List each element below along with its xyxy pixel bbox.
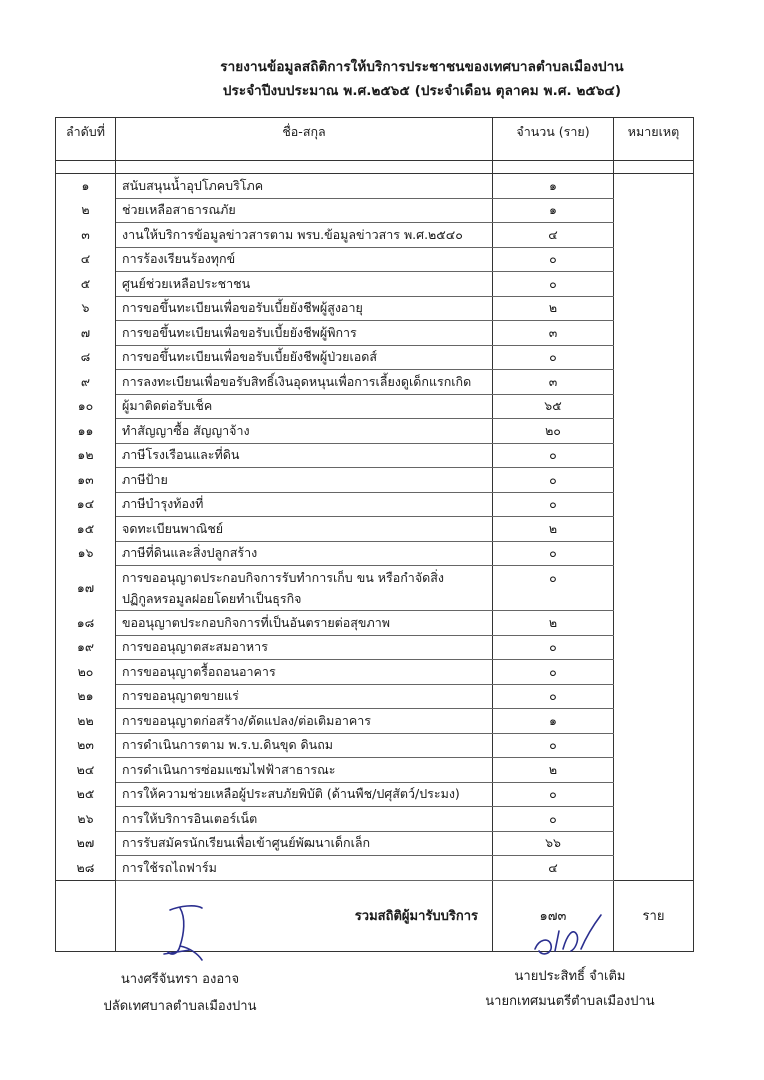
row-number: ๒๘ bbox=[56, 856, 116, 881]
row-count: ๓ bbox=[493, 321, 614, 346]
table-row bbox=[56, 758, 694, 783]
row-remark bbox=[614, 684, 694, 709]
row-remark bbox=[614, 831, 694, 856]
row-service-name: การร้องเรียนร้องทุกข์ bbox=[116, 247, 493, 272]
row-remark bbox=[614, 566, 694, 611]
row-number: ๑๙ bbox=[56, 635, 116, 660]
table-row bbox=[56, 733, 694, 758]
row-count: ๖๖ bbox=[493, 831, 614, 856]
row-service-name: การขออนุญาตสะสมอาหาร bbox=[116, 635, 493, 660]
row-remark bbox=[614, 443, 694, 468]
row-remark bbox=[614, 272, 694, 297]
row-count: ๐ bbox=[493, 247, 614, 272]
row-count: ๐ bbox=[493, 782, 614, 807]
row-remark bbox=[614, 198, 694, 223]
table-row bbox=[56, 394, 694, 419]
row-service-name: ทำสัญญาซื้อ สัญญาจ้าง bbox=[116, 419, 493, 444]
row-count: ๐ bbox=[493, 660, 614, 685]
row-service-name-line1: การขออนุญาตประกอบกิจการรับทำการเก็บ ขน หรือกำจัดสิ่ง bbox=[122, 570, 445, 585]
row-service-name: ภาษีป้าย bbox=[116, 468, 493, 493]
row-remark bbox=[614, 782, 694, 807]
row-remark bbox=[614, 856, 694, 881]
row-number: ๙ bbox=[56, 370, 116, 395]
row-remark bbox=[614, 223, 694, 248]
row-count: ๐ bbox=[493, 635, 614, 660]
row-number: ๘ bbox=[56, 345, 116, 370]
total-empty-cell bbox=[56, 880, 116, 951]
row-service-name: การดำเนินการซ่อมแซมไฟฟ้าสาธารณะ bbox=[116, 758, 493, 783]
table-row bbox=[56, 660, 694, 685]
row-service-name: สนับสนุนน้ำอุปโภคบริโภค bbox=[116, 174, 493, 199]
row-count: ๒๐ bbox=[493, 419, 614, 444]
row-remark bbox=[614, 541, 694, 566]
column-header-name: ชื่อ-สกุล bbox=[116, 118, 493, 161]
column-header-no: ลำดับที่ bbox=[56, 118, 116, 161]
table-row bbox=[56, 223, 694, 248]
right-signer-name: นายประสิทธิ์ จำเติม bbox=[514, 969, 626, 984]
row-count: ๐ bbox=[493, 492, 614, 517]
row-number: ๑๘ bbox=[56, 611, 116, 636]
row-number: ๕ bbox=[56, 272, 116, 297]
row-service-name: ภาษีโรงเรือนและที่ดิน bbox=[116, 443, 493, 468]
row-number: ๒๐ bbox=[56, 660, 116, 685]
table-row bbox=[56, 517, 694, 542]
row-count: ๓ bbox=[493, 370, 614, 395]
row-number: ๑๑ bbox=[56, 419, 116, 444]
table-row bbox=[56, 296, 694, 321]
row-count: ๒ bbox=[493, 758, 614, 783]
row-service-name: การรับสมัครนักเรียนเพื่อเข้าศูนย์พัฒนาเด็กเล็ก bbox=[116, 831, 493, 856]
table-row bbox=[56, 684, 694, 709]
row-remark bbox=[614, 296, 694, 321]
report-title: รายงานข้อมูลสถิติการให้บริการประชาชนของเทศบาลตำบลเมืองปาน bbox=[220, 59, 624, 75]
row-remark bbox=[614, 345, 694, 370]
row-remark bbox=[614, 321, 694, 346]
row-number: ๒๖ bbox=[56, 807, 116, 832]
row-remark bbox=[614, 419, 694, 444]
row-remark bbox=[614, 635, 694, 660]
row-count: ๐ bbox=[493, 468, 614, 493]
row-count: ๐ bbox=[493, 345, 614, 370]
table-row bbox=[56, 709, 694, 734]
row-number: ๓ bbox=[56, 223, 116, 248]
row-number: ๒ bbox=[56, 198, 116, 223]
row-service-name: การขออนุญาตรื้อถอนอาคาร bbox=[116, 660, 493, 685]
table-row bbox=[56, 247, 694, 272]
row-number: ๒๑ bbox=[56, 684, 116, 709]
table-row bbox=[56, 468, 694, 493]
row-count: ๑ bbox=[493, 198, 614, 223]
report-subtitle: ประจำปีงบประมาณ พ.ศ.๒๕๖๕ (ประจำเดือน ตุลาคม พ.ศ. ๒๕๖๔) bbox=[222, 83, 622, 99]
row-service-name: ช่วยเหลือสาธารณภัย bbox=[116, 198, 493, 223]
row-service-name: จดทะเบียนพาณิชย์ bbox=[116, 517, 493, 542]
row-count: ๑ bbox=[493, 174, 614, 199]
row-count: ๒ bbox=[493, 517, 614, 542]
row-number: ๖ bbox=[56, 296, 116, 321]
column-header-count: จำนวน (ราย) bbox=[493, 118, 614, 161]
row-number: ๑๕ bbox=[56, 517, 116, 542]
row-number: ๑๐ bbox=[56, 394, 116, 419]
row-remark bbox=[614, 174, 694, 199]
row-number: ๑ bbox=[56, 174, 116, 199]
row-number: ๑๖ bbox=[56, 541, 116, 566]
row-count: ๐ bbox=[493, 807, 614, 832]
row-remark bbox=[614, 758, 694, 783]
table-row bbox=[56, 174, 694, 199]
table-row bbox=[56, 782, 694, 807]
spacer-row bbox=[56, 161, 694, 174]
row-number: ๑๗ bbox=[56, 566, 116, 611]
row-number: ๔ bbox=[56, 247, 116, 272]
row-count: ๐ bbox=[493, 684, 614, 709]
row-count: ๖๕ bbox=[493, 394, 614, 419]
row-remark bbox=[614, 394, 694, 419]
row-remark bbox=[614, 492, 694, 517]
left-signer-name: นางศรีจันทรา องอาจ bbox=[120, 972, 240, 987]
row-remark bbox=[614, 660, 694, 685]
row-service-name: การขออนุญาตก่อสร้าง/ดัดแปลง/ต่อเติมอาคาร bbox=[116, 709, 493, 734]
row-service-name: ภาษีบำรุงท้องที่ bbox=[116, 492, 493, 517]
table-row bbox=[56, 443, 694, 468]
row-service-name: ศูนย์ช่วยเหลือประชาชน bbox=[116, 272, 493, 297]
row-service-name: ภาษีที่ดินและสิ่งปลูกสร้าง bbox=[116, 541, 493, 566]
table-row bbox=[56, 198, 694, 223]
row-count: ๐ bbox=[493, 272, 614, 297]
table-row bbox=[56, 856, 694, 881]
row-service-name: การให้บริการอินเตอร์เน็ต bbox=[116, 807, 493, 832]
table-row bbox=[56, 635, 694, 660]
table-row bbox=[56, 419, 694, 444]
row-remark bbox=[614, 807, 694, 832]
table-row bbox=[56, 272, 694, 297]
row-remark bbox=[614, 709, 694, 734]
row-number: ๒๒ bbox=[56, 709, 116, 734]
row-number: ๑๔ bbox=[56, 492, 116, 517]
row-number: ๒๓ bbox=[56, 733, 116, 758]
table-row bbox=[56, 345, 694, 370]
total-value: ๑๗๓ bbox=[493, 880, 614, 951]
right-signature-mark bbox=[525, 905, 615, 965]
row-count: ๔ bbox=[493, 856, 614, 881]
row-count: ๐ bbox=[493, 733, 614, 758]
table-row bbox=[56, 492, 694, 517]
left-signer-title: ปลัดเทศบาลตำบลเมืองปาน bbox=[103, 999, 257, 1014]
table-row bbox=[56, 566, 694, 611]
row-service-name: ขออนุญาตประกอบกิจการที่เป็นอันตรายต่อสุขภาพ bbox=[116, 611, 493, 636]
table-row bbox=[56, 541, 694, 566]
row-service-name-line2: ปฏิกูลหรอมูลฝอยโดยทำเป็นธุรกิจ bbox=[122, 591, 302, 606]
row-count: ๑ bbox=[493, 709, 614, 734]
row-remark bbox=[614, 517, 694, 542]
row-service-name: การดำเนินการตาม พ.ร.บ.ดินขุด ดินถม bbox=[116, 733, 493, 758]
total-label: รวมสถิติผู้มารับบริการ bbox=[116, 880, 493, 951]
table-header-row bbox=[56, 118, 694, 161]
row-number: ๗ bbox=[56, 321, 116, 346]
table-row bbox=[56, 807, 694, 832]
row-service-name: การใช้รถไถฟาร์ม bbox=[116, 856, 493, 881]
statistics-table bbox=[55, 117, 694, 952]
right-signer-title: นายกเทศมนตรีตำบลเมืองปาน bbox=[485, 994, 655, 1009]
row-number: ๑๓ bbox=[56, 468, 116, 493]
row-service-name: การขอขึ้นทะเบียนเพื่อขอรับเบี้ยยังชีพผู้ป่วยเอดส์ bbox=[116, 345, 493, 370]
row-service-name: ผู้มาติดต่อรับเช็ค bbox=[116, 394, 493, 419]
row-count: ๐ bbox=[493, 443, 614, 468]
row-number: ๑๒ bbox=[56, 443, 116, 468]
row-number: ๒๕ bbox=[56, 782, 116, 807]
row-remark bbox=[614, 733, 694, 758]
row-count: ๐ bbox=[493, 541, 614, 566]
row-remark bbox=[614, 370, 694, 395]
table-row bbox=[56, 611, 694, 636]
row-number: ๒๗ bbox=[56, 831, 116, 856]
row-count: ๐ bbox=[493, 566, 614, 611]
row-service-name: การขอขึ้นทะเบียนเพื่อขอรับเบี้ยยังชีพผู้พิการ bbox=[116, 321, 493, 346]
row-count: ๒ bbox=[493, 611, 614, 636]
left-signature-mark bbox=[150, 898, 230, 968]
row-service-name: การลงทะเบียนเพื่อขอรับสิทธิ์เงินอุดหนุนเพื่อการเลี้ยงดูเด็กแรกเกิด bbox=[116, 370, 493, 395]
table-row bbox=[56, 370, 694, 395]
row-service-name bbox=[116, 566, 493, 611]
row-count: ๔ bbox=[493, 223, 614, 248]
row-service-name: การขออนุญาตขายแร่ bbox=[116, 684, 493, 709]
row-remark bbox=[614, 468, 694, 493]
total-unit: ราย bbox=[614, 880, 694, 951]
row-service-name: การให้ความช่วยเหลือผู้ประสบภัยพิบัติ (ด้านพืช/ปศุสัตว์/ประมง) bbox=[116, 782, 493, 807]
row-count: ๒ bbox=[493, 296, 614, 321]
row-remark bbox=[614, 247, 694, 272]
table-row bbox=[56, 831, 694, 856]
table-row bbox=[56, 321, 694, 346]
row-number: ๒๔ bbox=[56, 758, 116, 783]
row-service-name: งานให้บริการข้อมูลข่าวสารตาม พรบ.ข้อมูลข่าวสาร พ.ศ.๒๕๔๐ bbox=[116, 223, 493, 248]
column-header-remark: หมายเหตุ bbox=[614, 118, 694, 161]
row-service-name: การขอขึ้นทะเบียนเพื่อขอรับเบี้ยยังชีพผู้สูงอายุ bbox=[116, 296, 493, 321]
row-remark bbox=[614, 611, 694, 636]
